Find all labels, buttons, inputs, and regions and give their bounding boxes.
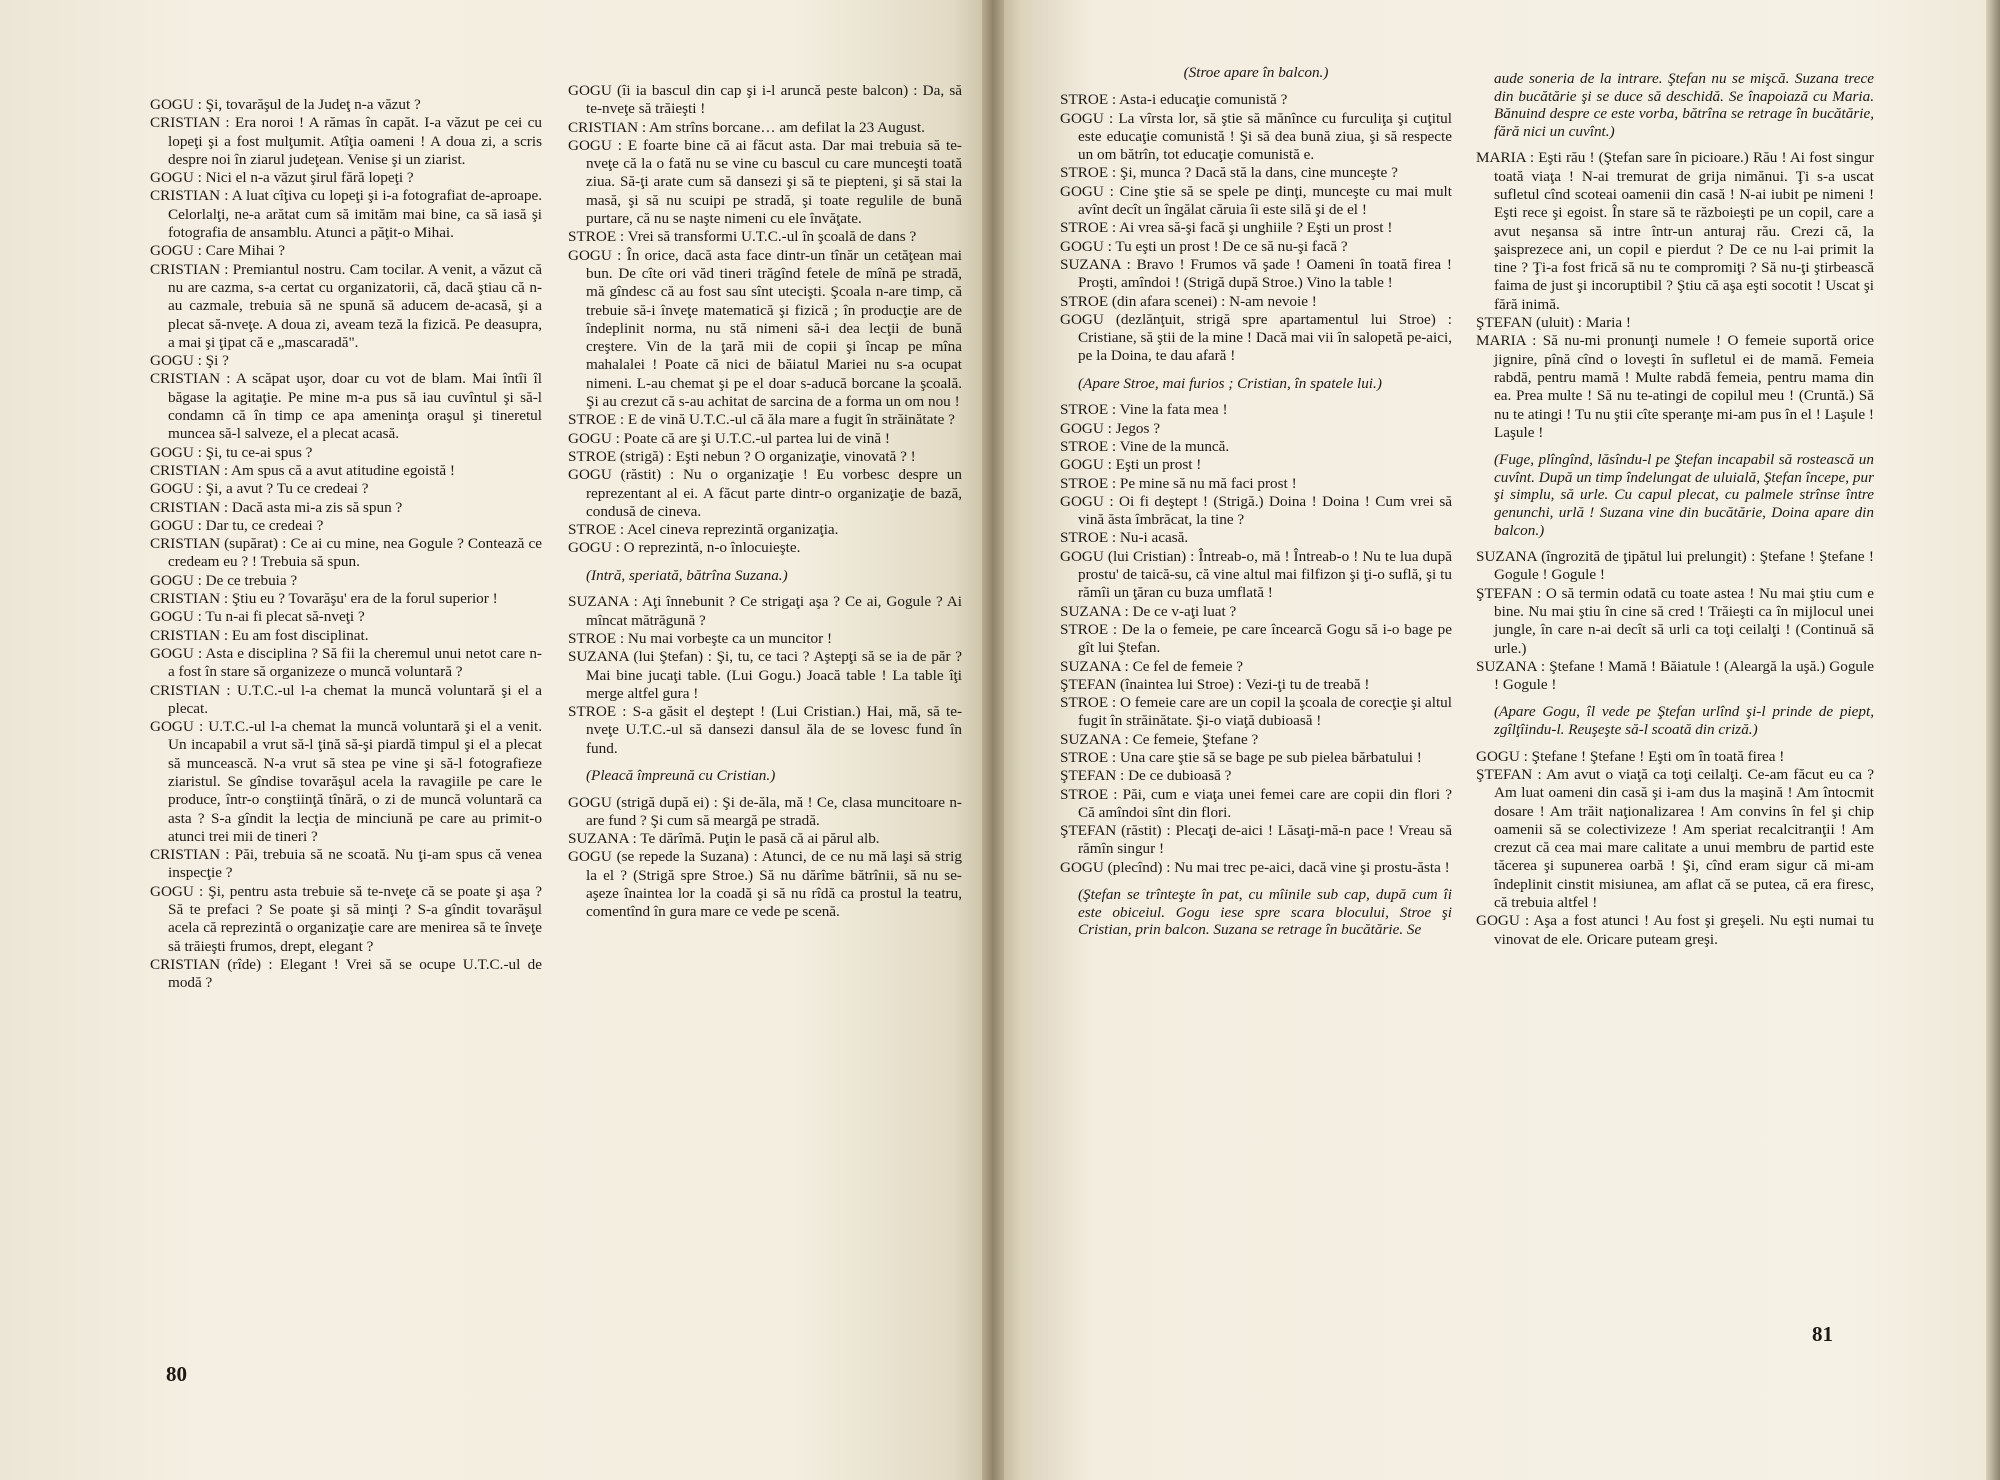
dialogue-line: STROE (din afara scenei) : N-am nevoie ! — [1060, 292, 1317, 310]
left-page — [0, 0, 992, 1480]
page-number-right: 81 — [1812, 1322, 1833, 1346]
dialogue-line: CRISTIAN : Am strîns borcane… am defilat la 23 August. — [568, 118, 925, 136]
dialogue-line: GOGU : Oi fi deştept ! (Strigă.) Doina ! Doina ! Cum vrei să vină ăsta îmbrăcat, la tine ? — [1060, 492, 1452, 529]
dialogue-line: STROE : Una care ştie să se bage pe sub pielea bărbatului ! — [1060, 748, 1422, 766]
dialogue-line: SUZANA : De ce v-aţi luat ? — [1060, 602, 1237, 620]
dialogue-line: STROE : Asta-i educaţie comunistă ? — [1060, 91, 1288, 109]
dialogue-line: STROE : Pe mine să nu mă faci prost ! — [1060, 474, 1297, 492]
dialogue-line: SUZANA : Aţi înnebunit ? Ce strigaţi aşa ? Ce ai, Gogule ? Ai mîncat mătrăgună ? — [568, 593, 962, 629]
dialogue-line: CRISTIAN : Era noroi ! A rămas în capăt. I-a văzut pe cei cu lopeţi şi a fost mulţumit. Atîţia oameni ! A doua zi, a scris despre noi în ziarul judeţean. Venise şi un ziarist. — [150, 114, 542, 168]
dialogue-line: GOGU (îi ia bascul din cap şi i-l aruncă peste balcon) : Da, să te-nveţe să trăieşti ! — [568, 82, 962, 118]
dialogue-line: CRISTIAN : Eu am fost disciplinat. — [150, 626, 369, 644]
stage-direction: (Pleacă împreună cu Cristian.) — [586, 766, 776, 784]
dialogue-line: GOGU : Care Mihai ? — [150, 242, 285, 260]
dialogue-line: GOGU : Asta e disciplina ? Să fii la cheremul unui netot care n-a fost în stare să organizeze o muncă voluntară ? — [150, 644, 542, 681]
dialogue-line: GOGU : De ce trebuia ? — [150, 571, 298, 589]
dialogue-line: STROE : Nu-i acasă. — [1060, 529, 1189, 547]
dialogue-line: GOGU : Şi, a avut ? Tu ce credeai ? — [150, 480, 369, 498]
dialogue-line: MARIA : Eşti rău ! (Ştefan sare în picioare.) Rău ! Ai fost singur toată viaţa ! N-ai tremurat de grija nimănui. Ţi s-a uscat sufletul cînd scoteai oamenii din casă ! N-ai iubit pe nimeni ! Eşti rece şi egoist. În stare să te războieşti pe un copil, care a avut neşansa să intre într-un anturaj rău. Crezi că, la şaisprezece ani, un copil e pierdut ? De ce nu l-ai primit la tine ? Ţi-a fost frică să nu te compromiţi ? Să nu-ţi ştirbească faima de just şi incoruptibil ? Ştiu că aşa eşti socotit ! Uscat şi fără inimă. — [1476, 149, 1874, 313]
right-page-column-1 — [1060, 64, 1452, 948]
dialogue-line: GOGU : Şi, tovarăşul de la Judeţ n-a văzut ? — [150, 96, 421, 113]
dialogue-line: STROE : Păi, cum e viaţa unei femei care are copii din flori ? Că amîndoi sînt din flori. — [1060, 785, 1452, 821]
dialogue-line: GOGU (dezlănţuit, strigă spre apartamentul lui Stroe) : Cristiane, să ştii de la mine ! Dacă mai vii în salopetă pe-aici, pe la Doina, te dau afară ! — [1060, 310, 1452, 365]
dialogue-line: SUZANA : Ce femeie, Ştefane ? — [1060, 730, 1259, 748]
dialogue-line: GOGU : Şi, pentru asta trebuie să te-nveţe că se poate şi aşa ? Să te prefaci ? Se poate şi să minţi ? S-a gîndit tovarăşul acela că reprezintă o organizaţie care are menirea să te înveţe să trăieşti frumos, drept, elegant ? — [150, 882, 542, 955]
dialogue-line: MARIA : Să nu-mi pronunţi numele ! O femeie suportă orice jignire, pînă cînd o loveşti în sufletul ei de mamă. Femeia rabdă, pentru mamă ! Multe rabdă femeia, pentru mama din ea. Prea multe ! Să nu te-atingi de copilul meu ! (Cruntă.) Să nu te atingi ! Tu nu ştii cîte speranţe mi-am pus în el ! Laşule ! Laşule ! — [1476, 332, 1874, 441]
dialogue-line: STROE : S-a găsit el deştept ! (Lui Cristian.) Hai, mă, să te-nveţe U.T.C.-ul să dansezi dansul ăla de se lovesc fund în fund. — [568, 703, 962, 757]
dialogue-line: STROE : Vine de la muncă. — [1060, 437, 1230, 455]
dialogue-line: GOGU : Şi ? — [150, 352, 229, 370]
dialogue-line: GOGU (se repede la Suzana) : Atunci, de ce nu mă laşi să strig la el ? (Strigă spre Stroe.) Să nu dărîme bătrînii, să nu se-aşeze înaintea lor la coadă şi să nu rîdă ca prostul la teatru, comentînd în gura mare ce vede pe scenă. — [568, 848, 962, 921]
dialogue-line: GOGU : În orice, dacă asta face dintr-un tînăr un cetăţean mai bun. De cîte ori văd tineri trăgînd fetele de mînă pe stradă, mă gîndesc că au fost sau sînt utecişti. Şcoala n-are timp, că trebuie să-i înveţe matematică şi fizică ; în producţie are de îndeplinit norma, nu stă nimeni să-i dea lecţii de bună creştere. Vin de la ţară mii de copii şi încap pe mîna mahalalei ! Poate că nici de băiatul Mariei nu s-a ocupat nimeni. L-au chemat şi pe el doar s-aducă borcane la şcoală. Şi au crezut că s-au achitat de sarcina de a forma un om nou ! — [568, 246, 962, 411]
dialogue-line: GOGU : Dar tu, ce credeai ? — [150, 516, 324, 534]
dialogue-line: ŞTEFAN : De ce dubioasă ? — [1060, 767, 1232, 785]
stage-direction: (Intră, speriată, bătrîna Suzana.) — [586, 566, 788, 584]
dialogue-line: GOGU : Eşti un prost ! — [1060, 456, 1202, 474]
dialogue-line: CRISTIAN : A scăpat uşor, doar cu vot de blam. Mai întîi îl băgase la agitaţie. Pe mine m-a pus să iau cuvîntul şi să-l condamn că în timp ce apa ameninţa oraşul şi tineretul muncea să-l salveze, el a plecat acasă. — [150, 370, 542, 443]
dialogue-line: GOGU : O reprezintă, n-o înlocuieşte. — [568, 539, 801, 557]
dialogue-line: GOGU : Jegos ? — [1060, 419, 1160, 437]
dialogue-line: STROE : Vrei să transformi U.T.C.-ul în şcoală de dans ? — [568, 228, 917, 246]
dialogue-line: STROE : Vine la fata mea ! — [1060, 401, 1228, 419]
dialogue-line: GOGU (plecînd) : Nu mai trec pe-aici, dacă vine şi prostu-ăsta ! — [1060, 858, 1450, 876]
dialogue-line: CRISTIAN : A luat cîţiva cu lopeţi şi i-a fotografiat de-aproape. Celorlalţi, ne-a arătat cum să imităm mai bine, ca să iasă şi fotografia de ansamblu. Atunci a păţit-o Mihai. — [150, 187, 542, 242]
dialogue-line: ŞTEFAN (uluit) : Maria ! — [1476, 314, 1631, 332]
dialogue-line: GOGU : Tu n-ai fi plecat să-nveţi ? — [150, 608, 365, 626]
dialogue-line: ŞTEFAN : Am avut o viaţă ca toţi ceilalţi. Ce-am făcut eu ca ? Am luat oameni din casă şi i-am dus la maşină ! Am întocmit dosare ! Am trăit naţionalizarea ! Am convins în fel şi chip oamenii să se colectivizeze ! Am speriat recalcitranţii ! Am crezut că cea mai mare calitate a unui membru de partid este tăcerea şi supunerea oarbă ! Şi, cînd eram sigur că mi-am îndeplinit cinstit misiunea, am aflat că se putea, că era firesc, că trebuia altfel ! — [1476, 765, 1874, 912]
dialogue-line: SUZANA : Bravo ! Frumos vă şade ! Oameni în toată firea ! Proşti, amîndoi ! (Strigă după Stroe.) Vino la table ! — [1060, 255, 1452, 292]
dialogue-line: CRISTIAN (rîde) : Elegant ! Vrei să se ocupe U.T.C.-ul de modă ? — [150, 955, 542, 992]
left-page-column-1 — [150, 96, 542, 993]
dialogue-line: CRISTIAN : Păi, trebuia să ne scoată. Nu ţi-am spus că venea inspecţie ? — [150, 846, 542, 882]
dialogue-line: GOGU : Aşa a fost atunci ! Au fost şi greşeli. Nu eşti numai tu vinovat de ele. Oricare puteam greşi. — [1476, 912, 1874, 948]
stage-direction: aude soneria de la intrare. Ştefan nu se mişcă. Suzana trece din bucătărie şi se duce să deschidă. Se înapoiază cu Maria. Bănuind despre ce este vorba, bătrîna se retrage în bucătărie, fără nici un cuvînt.) — [1494, 70, 1874, 140]
dialogue-line: ŞTEFAN (înaintea lui Stroe) : Vezi-ţi tu de treabă ! — [1060, 675, 1370, 693]
dialogue-line: STROE (strigă) : Eşti nebun ? O organizaţie, vinovată ? ! — [568, 447, 916, 465]
dialogue-line: SUZANA : Te dărîmă. Puţin le pasă că ai părul alb. — [568, 830, 880, 848]
dialogue-line: GOGU : Tu eşti un prost ! De ce să nu-şi facă ? — [1060, 237, 1348, 255]
stage-direction: (Fuge, plîngînd, lăsîndu-l pe Ştefan incapabil să rostească un cuvînt. După un timp îndelungat de uluială, Ştefan începe, pur şi simplu, să urle. Cu capul plecat, cu palmele strînse între genunchi, urlă ! Suzana vine din bucătărie, Doina apare din balcon.) — [1494, 451, 1874, 539]
book-spine — [982, 0, 1004, 1480]
dialogue-line: GOGU : La vîrsta lor, să ştie să mănînce cu furculiţa şi cuţitul este educaţie comunistă ! Şi să dea bună ziua, şi să respecte un om bătrîn, tot educaţie comunistă e. — [1060, 109, 1452, 164]
dialogue-line: GOGU : Nici el n-a văzut şirul fără lopeţi ? — [150, 169, 414, 187]
dialogue-line: GOGU (strigă după ei) : Şi de-ăla, mă ! Ce, clasa muncitoare n-are fund ? Şi cum să meargă pe stradă. — [568, 793, 962, 829]
dialogue-line: GOGU : Poate că are şi U.T.C.-ul partea lui de vină ! — [568, 429, 890, 447]
dialogue-line: CRISTIAN : Dacă asta mi-a zis să spun ? — [150, 498, 403, 516]
dialogue-line: CRISTIAN : Ştiu eu ? Tovarăşu' era de la forul superior ! — [150, 590, 498, 608]
dialogue-line: STROE : Şi, munca ? Dacă stă la dans, cine munceşte ? — [1060, 164, 1398, 182]
dialogue-line: SUZANA (îngrozită de ţipătul lui prelungit) : Ştefane ! Ştefane ! Gogule ! Gogule ! — [1476, 548, 1874, 584]
dialogue-line: STROE : De la o femeie, pe care încearcă Gogu să i-o bage pe gît lui Ştefan. — [1060, 620, 1452, 657]
dialogue-line: SUZANA : Ce fel de femeie ? — [1060, 657, 1244, 675]
dialogue-line: STROE : O femeie care are un copil la şcoala de corecţie şi altul fugit în străinătate. Şi-o viaţă dubioasă ! — [1060, 694, 1452, 730]
stage-direction: (Apare Stroe, mai furios ; Cristian, în spatele lui.) — [1078, 374, 1382, 392]
dialogue-line: GOGU : U.T.C.-ul l-a chemat la muncă voluntară şi el a venit. Un incapabil a vrut să-l ţină să-şi piardă timpul şi el a plecat să muncească. N-a vrut să stea pe vine şi să-l fotografieze ziaristul. Se gîndise tovarăşul acela la ravagiile pe care le produce, într-o conştiinţă tînără, o zi de muncă voluntară ca asta ? S-a gîndit la lecţia de minciună pe care au primit-o atunci trei mii de tineri ? — [150, 718, 542, 845]
dialogue-line: GOGU (lui Cristian) : Întreab-o, mă ! Întreab-o ! Nu te lua după prostu' de taică-su, că vine altul mai filfizon şi ţi-o suflă, şi tu rămîi un ţăran cu buza umflată ! — [1060, 547, 1452, 602]
dialogue-line: CRISTIAN : U.T.C.-ul l-a chemat la muncă voluntară şi el a plecat. — [150, 681, 542, 717]
dialogue-line: STROE : Acel cineva reprezintă organizaţia. — [568, 521, 839, 539]
dialogue-line: CRISTIAN (supărat) : Ce ai cu mine, nea Gogule ? Contează ce credeam eu ? ! Trebuia să spun. — [150, 535, 542, 571]
dialogue-line: CRISTIAN : Premiantul nostru. Cam tocilar. A venit, a văzut că nu are cazma, s-a certat cu organizatorii, că, dacă ştiau că n-au cazmale, trebuia să ne spună să aducem de-acasă, şi a plecat să-nveţe. A doua zi, aveam teză la fizică. Pe deasupra, a mai şi ţipat că e „mascaradă". — [150, 260, 542, 351]
dialogue-line: ŞTEFAN : O să termin odată cu toate astea ! Nu mai ştiu cum e bine. Nu mai ştiu în cine să cred ! Trăieşti ca în mijlocul unei jungle, în care n-ai decît să urli ca toţi ceilalţi ! (Continuă să urle.) — [1476, 584, 1874, 657]
right-page — [992, 0, 2000, 1480]
dialogue-line: GOGU : E foarte bine că ai făcut asta. Dar mai trebuia să te-nveţe că la o fată nu se vine cu bascul cu care munceşti toată ziua. Să-ţi arate cum să dansezi şi să te piepteni, şi să stai la masă, şi să nu scuipi pe stradă, şi toate regulile de bună purtare, că nu se naşte nimeni cu ele învăţate. — [568, 136, 962, 228]
dialogue-line: SUZANA : Ştefane ! Mamă ! Băiatule ! (Aleargă la uşă.) Gogule ! Gogule ! — [1476, 657, 1874, 694]
dialogue-line: STROE : Nu mai vorbeşte ca un muncitor ! — [568, 629, 833, 647]
stage-direction: (Ştefan se trînteşte în pat, cu mîinile sub cap, după cum îi este obiceiul. Gogu iese spre scara blocului, Stroe şi Cristian, prin balcon. Suzana se retrage în bucătărie. Se — [1078, 886, 1452, 939]
stage-direction: (Stroe apare în balcon.) — [1183, 64, 1329, 81]
dialogue-line: CRISTIAN : Am spus că a avut atitudine egoistă ! — [150, 461, 455, 479]
dialogue-line: STROE : E de vină U.T.C.-ul că ăla mare a fugit în străinătate ? — [568, 411, 955, 429]
left-page-column-2 — [568, 82, 962, 922]
dialogue-line: ŞTEFAN (răstit) : Plecaţi de-aici ! Lăsaţi-mă-n pace ! Vreau să rămîn singur ! — [1060, 822, 1452, 858]
dialogue-line: STROE : Ai vrea să-şi facă şi unghiile ? Eşti un prost ! — [1060, 219, 1393, 237]
stage-direction: (Apare Gogu, îl vede pe Ştefan urlînd şi-l prinde de piept, zgîlţîindu-l. Reuşeşte să-l scoată din criză.) — [1494, 703, 1874, 739]
right-page-column-2 — [1476, 70, 1874, 949]
dialogue-line: GOGU : Ştefane ! Ştefane ! Eşti om în toată firea ! — [1476, 747, 1785, 765]
dialogue-line: SUZANA (lui Ştefan) : Şi, tu, ce taci ? Aştepţi să se ia de păr ? Mai bine jucaţi table. (Lui Gogu.) Joacă table ! La table îţi merge altfel gura ! — [568, 648, 962, 702]
dialogue-line: GOGU : Şi, tu ce-ai spus ? — [150, 443, 313, 461]
dialogue-line: GOGU (răstit) : Nu o organizaţie ! Eu vorbesc despre un reprezentant al ei. A făcut parte dintr-o organizaţie de bază, condusă de cineva. — [568, 466, 962, 520]
page-edge — [1986, 0, 2000, 1480]
page-number-left: 80 — [166, 1362, 187, 1386]
dialogue-line: GOGU : Cine ştie să se spele pe dinţi, munceşte cu mai mult avînt decît un îngălat căruia îi este silă şi de el ! — [1060, 182, 1452, 219]
